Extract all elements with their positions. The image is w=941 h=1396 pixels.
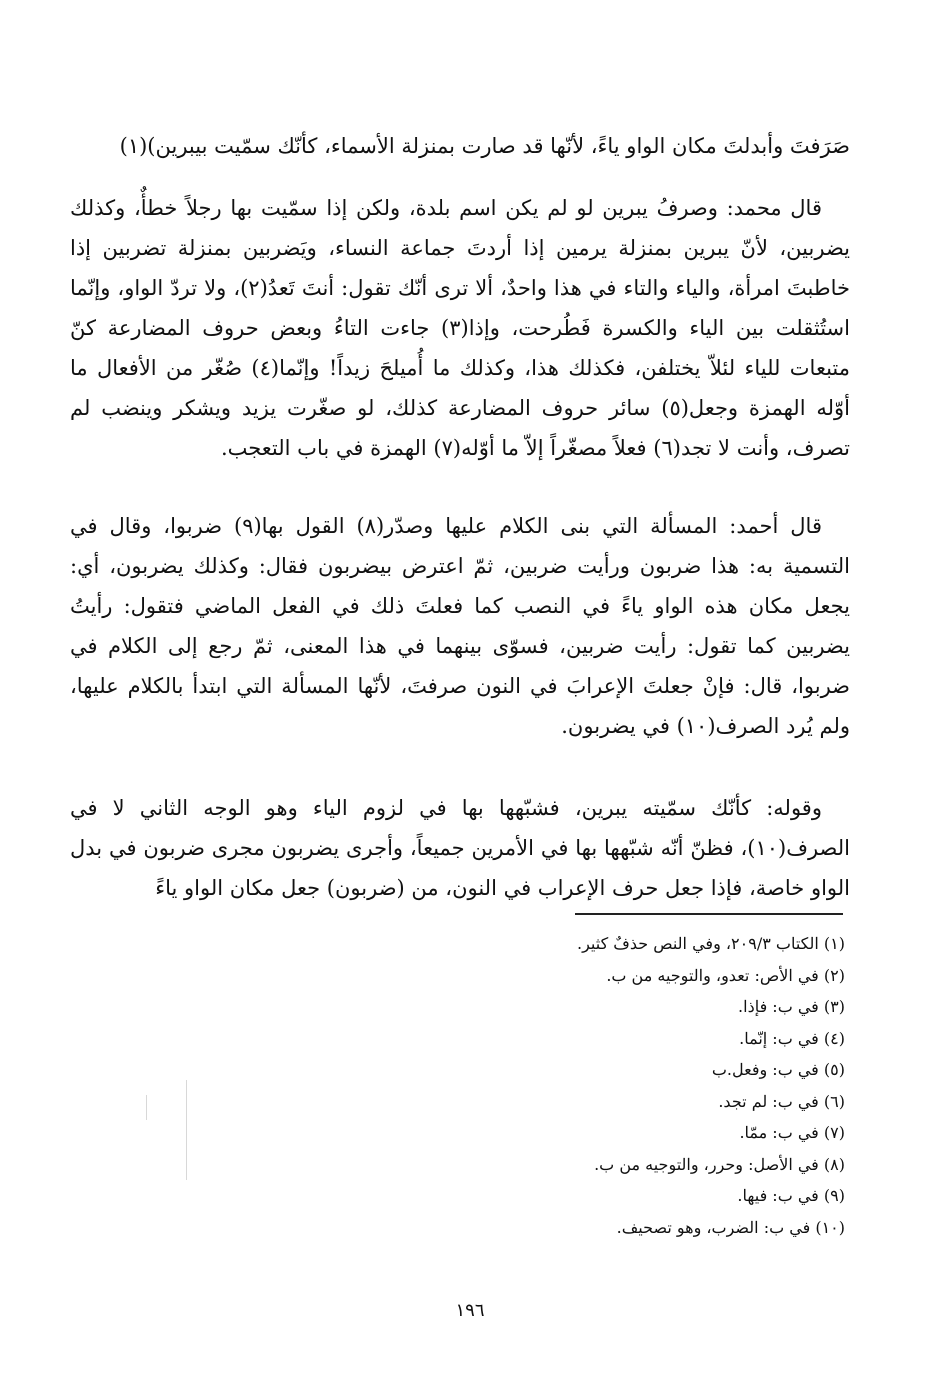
paragraph-text: صَرَفتَ وأبدلتَ مكان الواو ياءً، لأنّها قد صارت بمنزلة الأسماء، كأنّك سمّيت بيبرين)(١) <box>119 134 850 158</box>
footnote-10: (١٠) في ب: الضرب، وهو تصحيف. <box>616 1217 845 1237</box>
paragraph-text: وقوله: كأنّك سمّيته يبرين، فشبّهها بها في لزوم الياء وهو الوجه الثاني لا في الصرف(١٠)، فظنّ أنّه شبّهها بها في الأمرين جميعاً، وأجرى يضربون مجرى ضربون في بدل الواو خاصة، فإذا جعل حرف الإعراب في النون، من (ضربون) جعل مكان الواو ياءً <box>70 796 850 900</box>
footnote-4: (٤) في ب: إنّما. <box>739 1028 845 1048</box>
scan-mark <box>186 1080 187 1180</box>
footnote-3: (٣) في ب: فإذا. <box>738 997 845 1016</box>
paragraph-text: قال محمد: وصرفُ يبرين لو لم يكن اسم بلدة، ولكن إذا سمّيت بها رجلاً خطأٌ، وكذلك يضربين، لأنّ يبرين بمنزلة يرمين إذا أردتَ جماعة النساء، ويَضربين بمنزلة تضربين إذا خاطبتَ امرأة، والياء والتاء في هذا واحدٌ، ألا ترى أنّك تقول: أنتَ تَعدُ(٢)، ولا تردّ الواو، وإنّما استُثقلت بين الياء والكسرة فَطُرحت، وإذا(٣) جاءت التاءُ وبعض حروف المضارعة كنّ متبعات للياء لئلاّ يختلفن، فكذلك هذا، وكذلك ما أُميلحَ زيداً! وإنّما(٤) صُغّر من الأفعال ما أوّله الهمزة وجعل(٥) سائر حروف المضارعة كذلك، لو صغّرت يزيد ويشكر وينضب لم تصرف، وأنت لا تجد(٦) فعلاً مصغّراً إلاّ ما أوّله(٧) الهمزة في باب التعجب. <box>70 196 850 460</box>
footnote-8: (٨) في الأصل: وحرر، والتوجيه من ب. <box>594 1154 845 1174</box>
footnote-divider <box>575 913 843 915</box>
footnote-6: (٦) في ب: لم تجد. <box>718 1091 845 1111</box>
body-paragraph-ahmad <box>70 506 850 746</box>
body-paragraph-qawluhu <box>70 788 850 908</box>
body-paragraph-muhammad <box>70 188 850 468</box>
body-paragraph-continuation <box>70 126 850 166</box>
footnote-9: (٩) في ب: فيها. <box>737 1186 845 1205</box>
paragraph-text: قال أحمد: المسألة التي بنى الكلام عليها وصدّر(٨) القول بها(٩) ضربوا، وقال في التسمية به: هذا ضربون ورأيت ضربين، ثمّ اعترض بيضربون فقال: وكذلك يضربون، أي: يجعل مكان هذه الواو ياءً في النصب كما فعلتَ ذلك في الفعل الماضي فتقول: رأيتُ يضربين كما تقول: رأيت ضربين، فسوّى بينهما في هذا المعنى، ثمّ رجع إلى الكلام في ضربوا، قال: فإنْ جعلتَ الإعرابَ في النون صرفتَ، لأنّها المسألة التي ابتدأ بالكلام عليها، ولم يُرد الصرف(١٠) في يضربون. <box>70 514 850 738</box>
footnote-2: (٢) في الأص: تعدو، والتوجيه من ب. <box>606 965 845 985</box>
footnote-5: (٥) في ب: وفعل.ب <box>711 1060 845 1079</box>
page-number: ١٩٦ <box>455 1300 485 1321</box>
footnote-1: (١) الكتاب ٢٠٩/٣، وفي النص حذفٌ كثير. <box>577 934 845 953</box>
footnotes-section <box>300 928 845 1243</box>
scan-mark <box>146 1095 147 1120</box>
footnote-7: (٧) في ب: ممّا. <box>739 1123 845 1142</box>
